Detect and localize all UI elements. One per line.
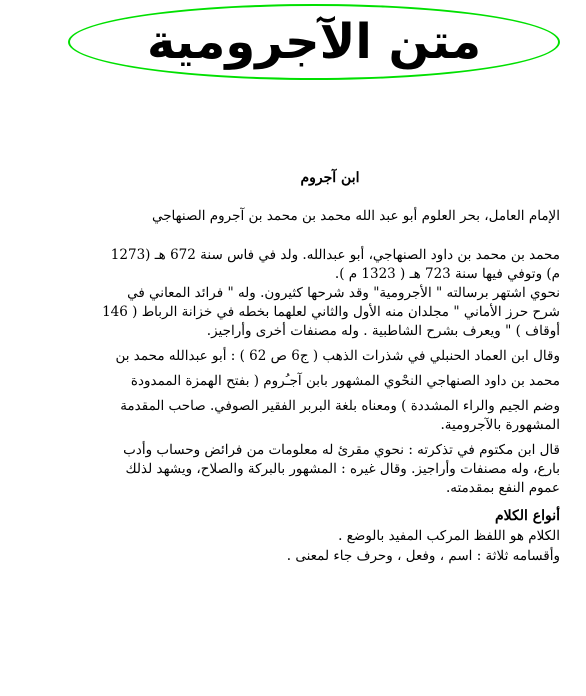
author-heading: ابن آجروم bbox=[300, 170, 360, 186]
bio-paragraph: وضم الجيم والراء المشددة ) ومعناه بلغة البربر الفقير الصوفي. صاحب المقدمة المشهورة بالآجرومية. bbox=[120, 398, 560, 433]
document-body bbox=[100, 170, 560, 566]
bio-paragraph: وقال ابن العماد الحنبلي في شذرات الذهب ( ج6 ص 62 ) : أبو عبدالله محمد بن bbox=[115, 348, 560, 364]
bio-paragraph: محمد بن داود الصنهاجي النحْوي المشهور بابن آجـُروم ( بفتح الهمزة الممدودة bbox=[130, 373, 560, 389]
section-line: وأقسامه ثلاثة : اسم ، وفعل ، وحرف جاء لمعنى . bbox=[286, 548, 560, 564]
bio-paragraph: قال ابن مكتوم في تذكرته : نحوي مقرئ له معلومات من فرائض وحساب وأدب بارع، وله مصنفات وأراجيز. وقال غيره : المشهور بالبركة والصلاح، ويشهد لذلك عموم النفع بمقدمته. bbox=[123, 442, 560, 496]
bio-paragraph: محمد بن محمد بن داود الصنهاجي، أبو عبدالله. ولد في فاس سنة 672 هـ (1273 م) وتوفي فيها سنة 723 هـ ( 1323 م ). bbox=[110, 247, 560, 282]
biography bbox=[100, 246, 560, 498]
section-heading: أنواع الكلام bbox=[494, 508, 560, 524]
bio-paragraph: نحوي اشتهر برسالته " الأجرومية" وقد شرحها كثيرون. وله " فرائد المعاني في شرح حرز الأماني " مجلدان منه الأول والثاني لعلهما بخطه في خزانة الرباط ( 146 أوقاف ) " ويعرف بشرح الشاطبية . وله مصنفات أخرى وأراجيز. bbox=[102, 285, 560, 339]
author-full-name: الإمام العامل، بحر العلوم أبو عبد الله محمد بن محمد بن آجروم الصنهاجي bbox=[151, 208, 560, 224]
page-title: متن الآجرومية bbox=[146, 14, 482, 70]
section-line: الكلام هو اللفظ المركب المفيد بالوضع . bbox=[338, 528, 560, 544]
